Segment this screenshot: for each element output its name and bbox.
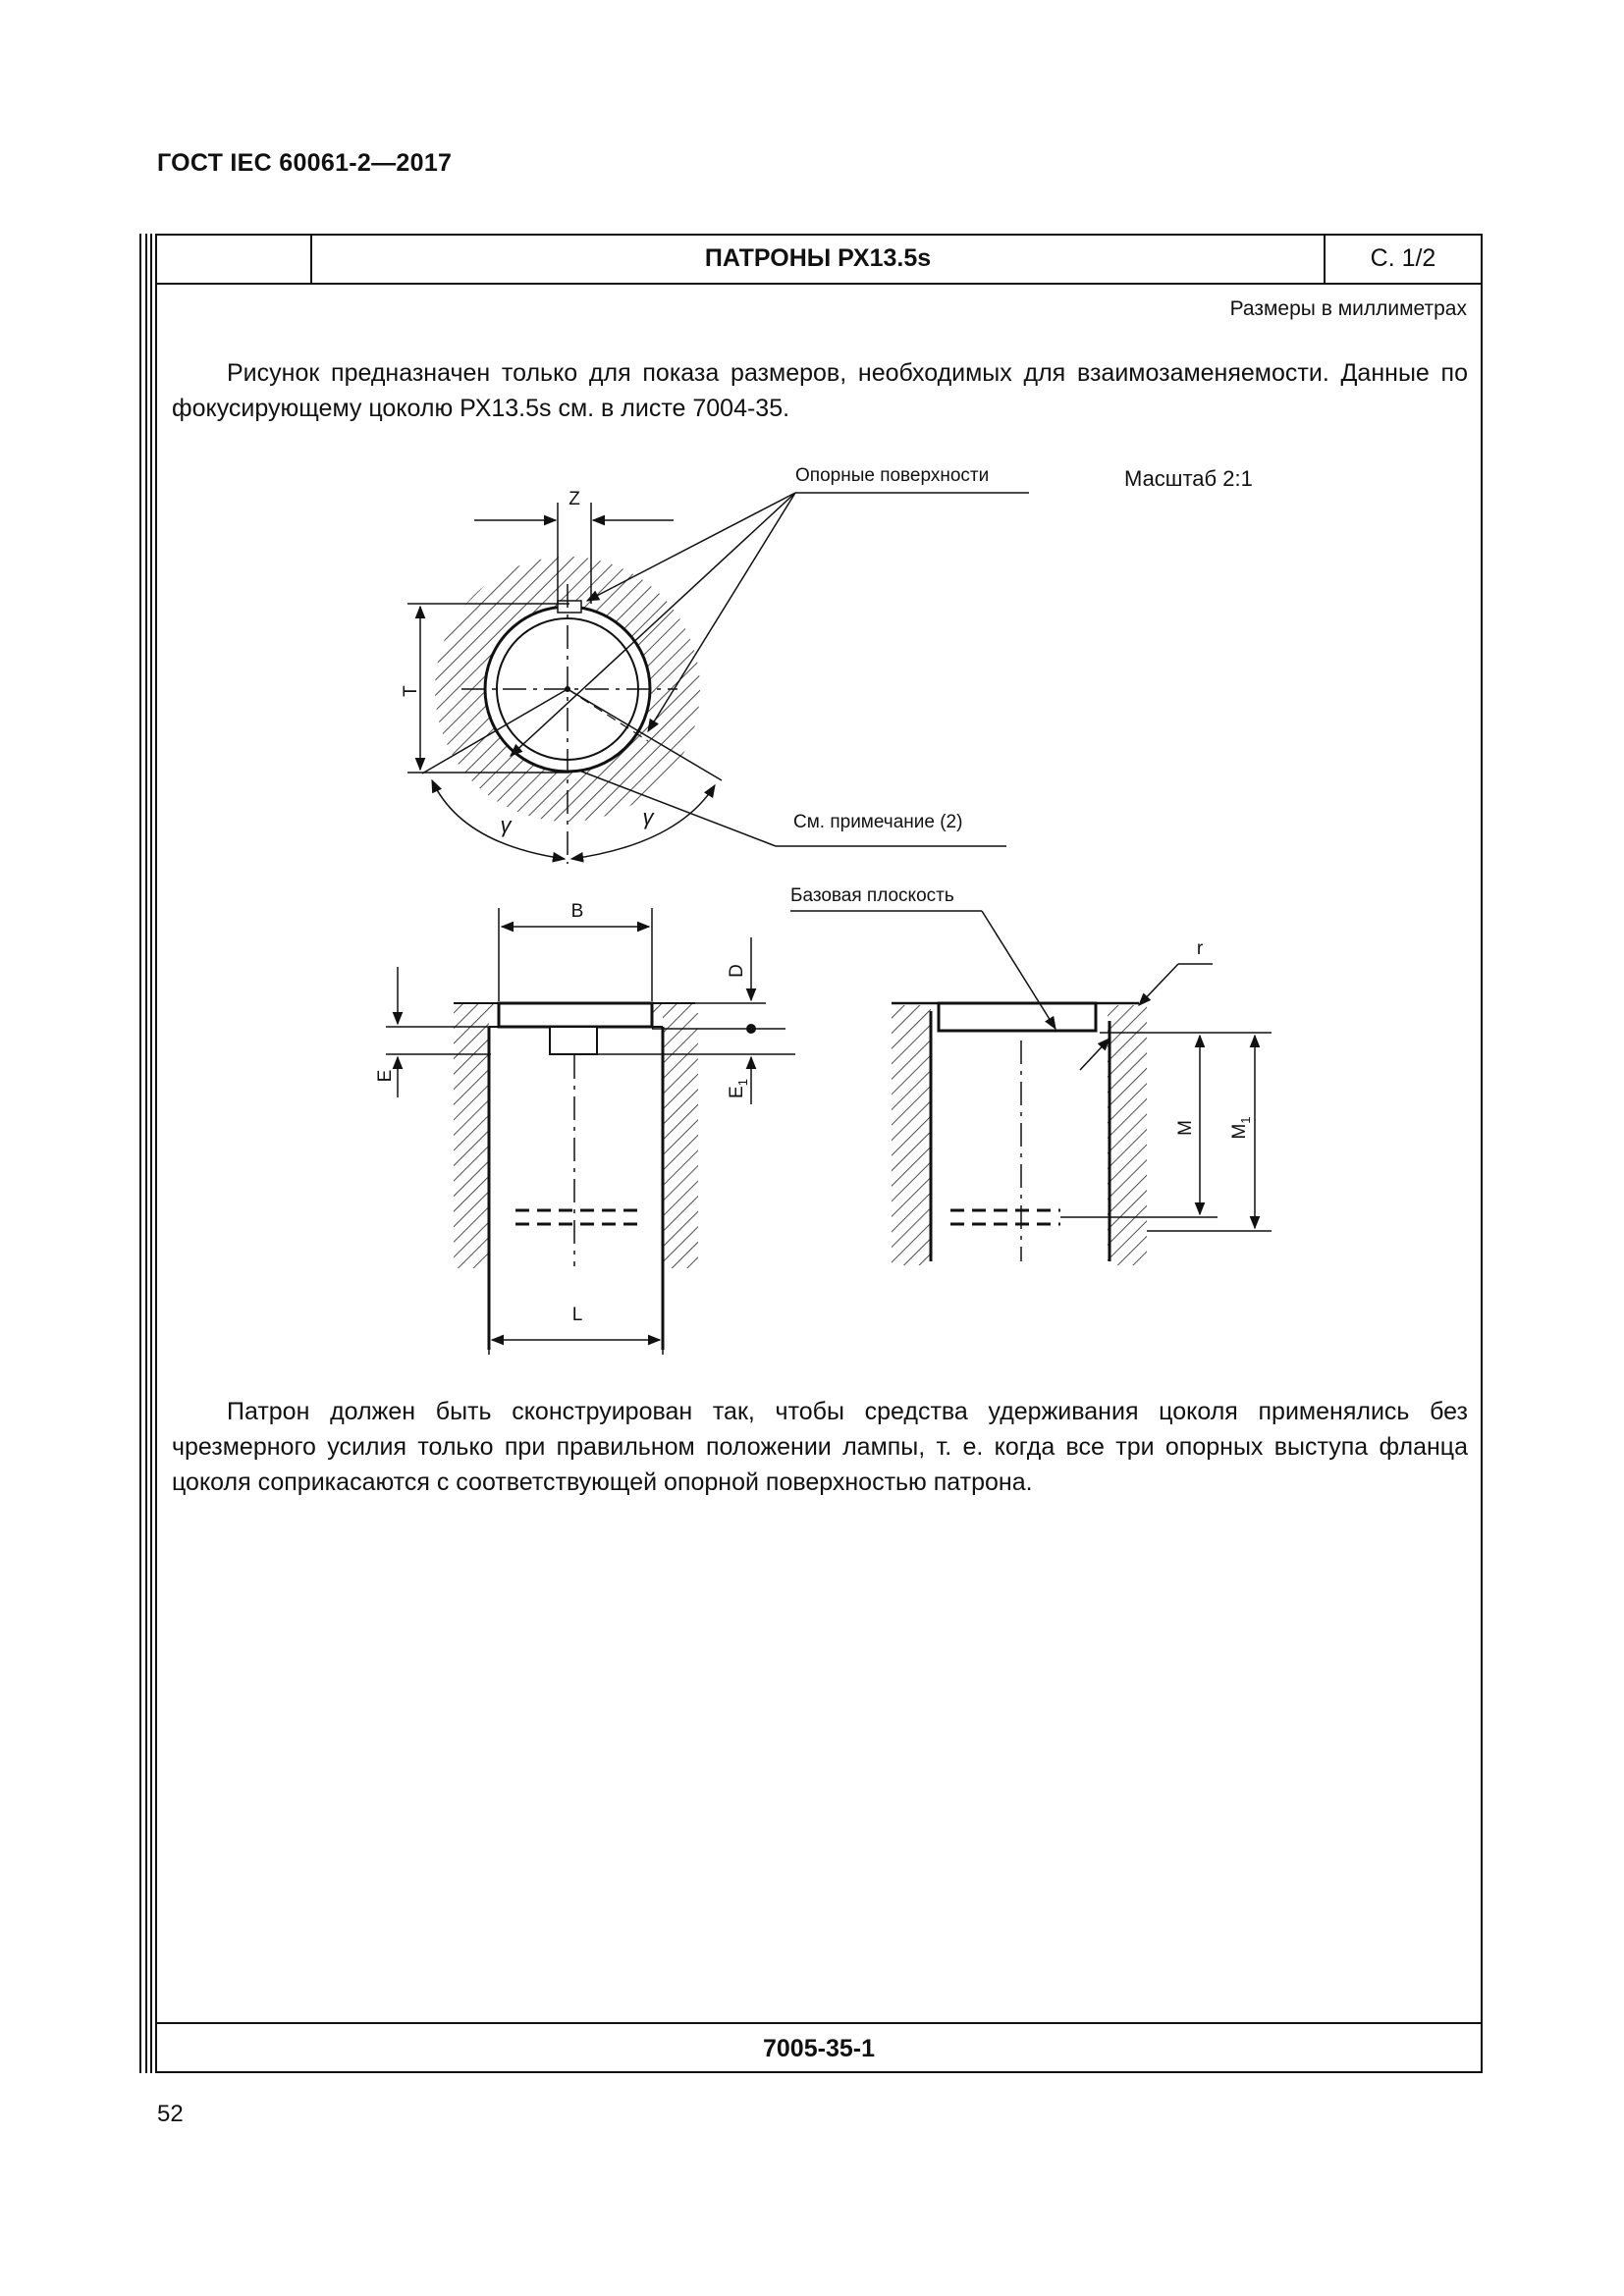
- sheet-page: С. 1/2: [1324, 234, 1481, 283]
- dim-label-e: E: [375, 1069, 396, 1083]
- dim-label-t: T: [401, 685, 421, 697]
- dim-label-r: r: [1196, 938, 1204, 959]
- dim-label-m1: $M_1$: [1229, 1116, 1253, 1140]
- top-view: [401, 465, 1253, 864]
- units-note: Размеры в миллиметрах: [1229, 297, 1467, 320]
- dim-label-d: D: [727, 964, 747, 978]
- dim-label-b: B: [570, 901, 584, 922]
- dim-label-z: Z: [568, 489, 580, 509]
- page-number: 52: [157, 2101, 184, 2127]
- dim-label-gamma-right: γ: [642, 805, 654, 829]
- scale-note: Масштаб 2:1: [1124, 466, 1253, 491]
- sheet-title: ПАТРОНЫ РХ13.5s: [704, 244, 932, 272]
- intro-paragraph: Рисунок предназначен только для показа размеров, необходимых для взаимозаменяемости. Данные по фокусирующему цоколю РХ13.5s см. в листе 7004-35.: [172, 359, 1468, 422]
- sheet-code: 7005-35-1: [155, 2022, 1483, 2073]
- side-view-right: [790, 885, 1272, 1265]
- dim-label-e1: $E_1$: [727, 1079, 750, 1098]
- callout-base-plane: Базовая плоскость: [790, 885, 954, 906]
- callout-see-note: См. примечание (2): [793, 812, 963, 832]
- requirement-paragraph: Патрон должен быть сконструирован так, чтобы средства удерживания цоколя применялись без чрезмерного усилия только при правильном положении лампы, т. е. когда все три опорных выступа фланца цоколя соприкасаются с соответствующей опорной поверхностью патрона.: [172, 1398, 1468, 1496]
- dim-label-m: M: [1175, 1120, 1196, 1136]
- callout-reference-surfaces: Опорные поверхности: [795, 465, 990, 486]
- dim-label-gamma-left: γ: [500, 813, 512, 837]
- standard-title: ГОСТ IEC 60061-2—2017: [157, 149, 453, 177]
- dim-label-l: L: [571, 1305, 583, 1325]
- side-view-left: [375, 901, 795, 1355]
